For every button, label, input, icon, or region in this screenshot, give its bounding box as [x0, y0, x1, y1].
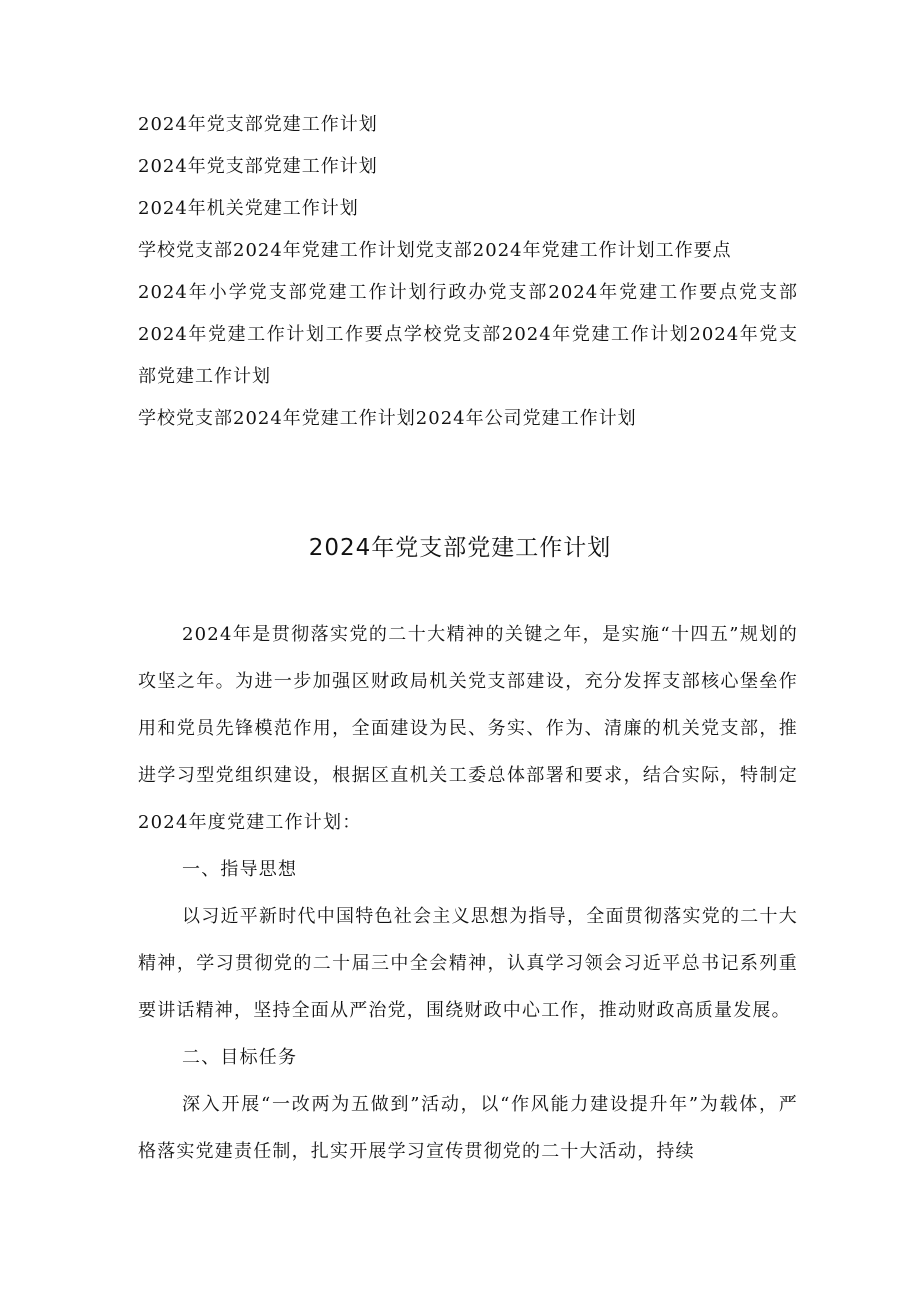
- toc-item[interactable]: 学校党支部2024年党建工作计划党支部2024年党建工作计划工作要点: [138, 240, 732, 261]
- section-heading-guiding-ideology: 一、指导思想: [182, 859, 298, 880]
- section-paragraph-guiding-ideology: 以习近平新时代中国特色社会主义思想为指导，全面贯彻落实党的二十大精神，学习贯彻党的二十届三中全会精神，认真学习领会习近平总书记系列重要讲话精神，坚持全面从严治党，围绕财政中心工作，推动财政高质量发展。: [138, 906, 798, 1021]
- toc-item[interactable]: 2024年机关党建工作计划: [138, 198, 359, 219]
- toc-item-block[interactable]: 2024年小学党支部党建工作计划行政办党支部2024年党建工作要点党支部2024年党建工作计划工作要点学校党支部2024年党建工作计划2024年党支部党建工作计划: [138, 282, 798, 387]
- section-heading-goals-tasks: 二、目标任务: [182, 1047, 298, 1068]
- intro-paragraph: 2024年是贯彻落实党的二十大精神的关键之年，是实施“十四五”规划的攻坚之年。为进一步加强区财政局机关党支部建设，充分发挥支部核心堡垒作用和党员先锋模范作用，全面建设为民、务实、作为、清廉的机关党支部，推进学习型党组织建设，根据区直机关工委总体部署和要求，结合实际，特制定2024年度党建工作计划：: [138, 624, 798, 833]
- toc-item[interactable]: 学校党支部2024年党建工作计划2024年公司党建工作计划: [138, 408, 637, 429]
- toc-item[interactable]: 2024年党支部党建工作计划: [138, 156, 378, 177]
- section-paragraph-goals-tasks: 深入开展“一改两为五做到”活动，以“作风能力建设提升年”为载体，严格落实党建责任制，扎实开展学习宣传贯彻党的二十大活动，持续: [138, 1094, 798, 1162]
- toc-item[interactable]: 2024年党支部党建工作计划: [138, 114, 378, 135]
- document-body: [138, 611, 798, 1175]
- document-title: 2024年党支部党建工作计划: [308, 535, 612, 561]
- table-of-contents: [138, 104, 798, 440]
